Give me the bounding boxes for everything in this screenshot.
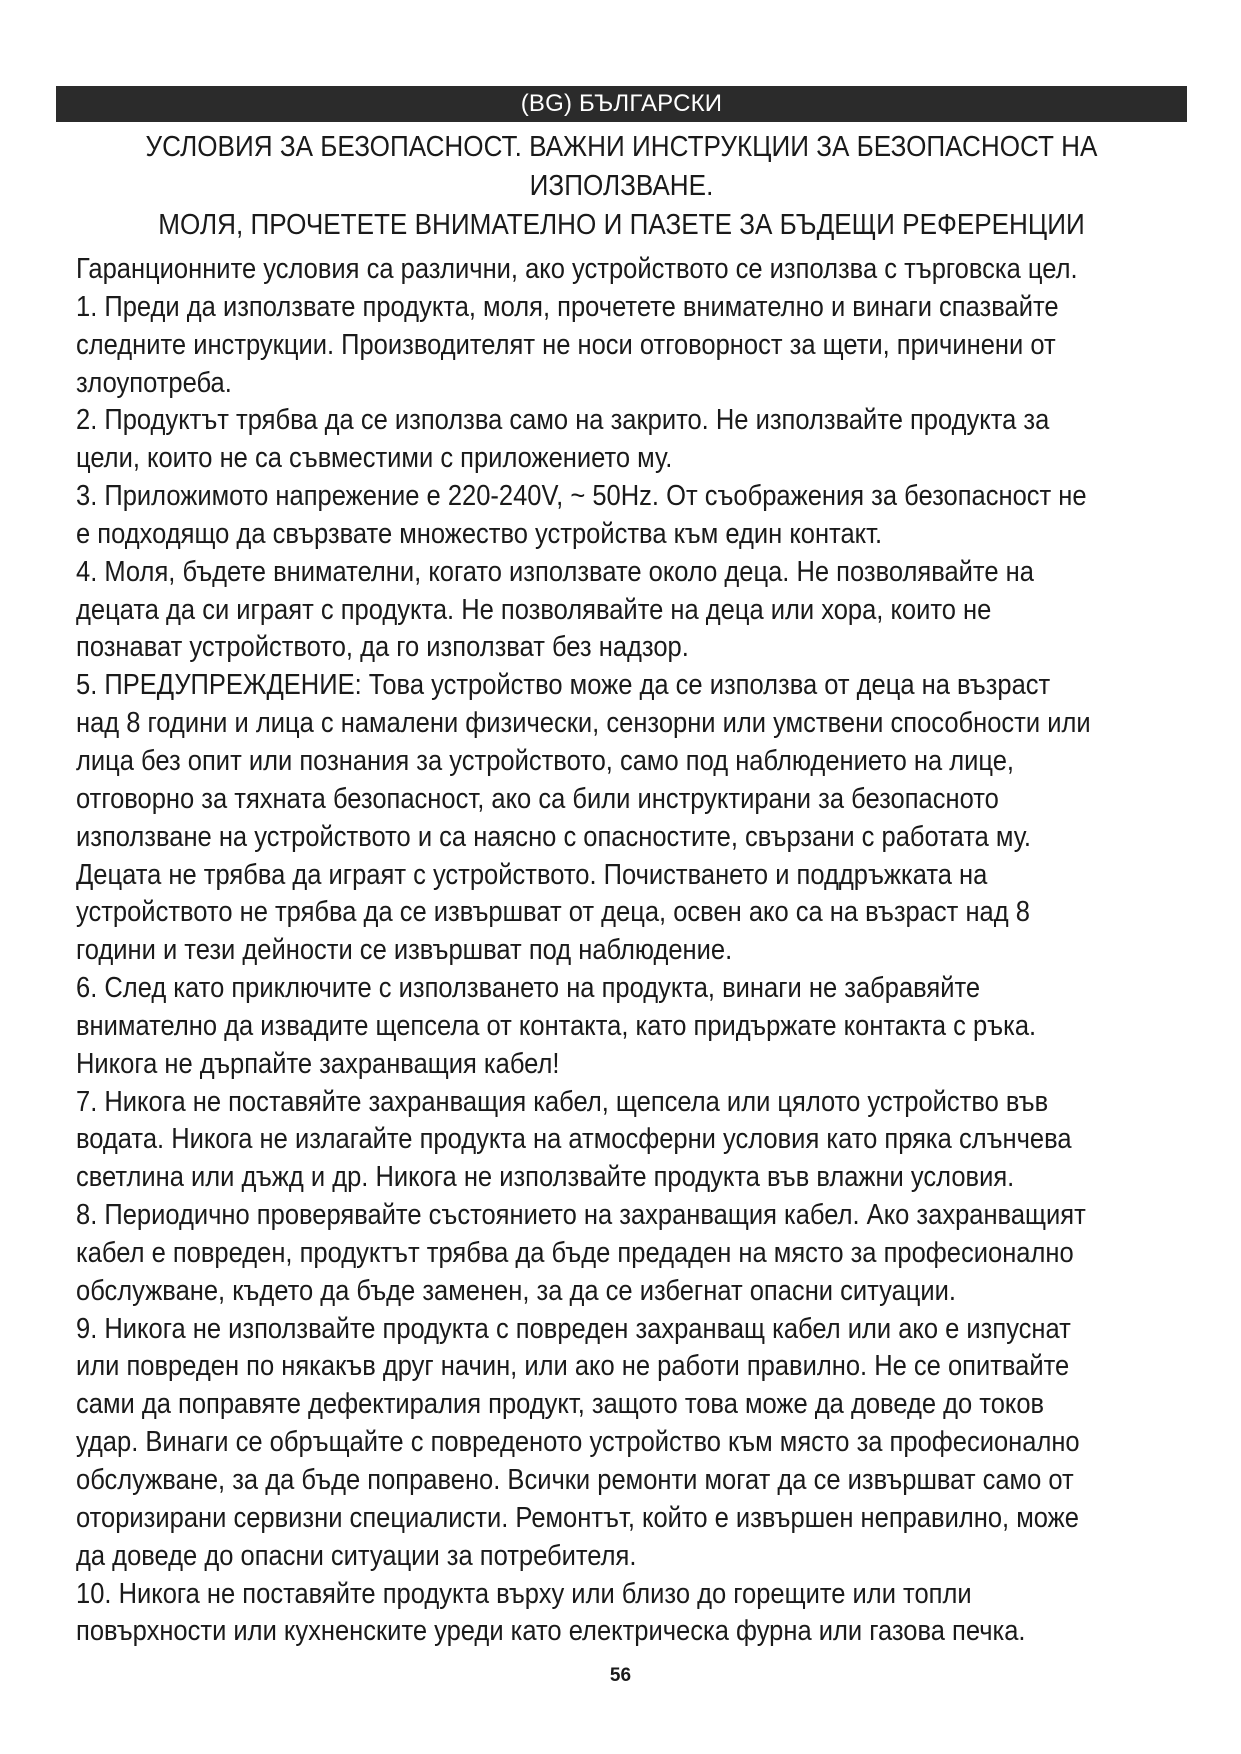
text-line: кабел е повреден, продуктът трябва да бъде предаден на място за професионално (76, 1236, 1074, 1269)
text-line: отговорно за тяхната безопасност, ако са били инструктирани за безопасното (76, 782, 999, 815)
text-line: сами да поправяте дефектиралия продукт, защото това може да доведе до токов (76, 1388, 1045, 1421)
text-line: или повреден по някакъв друг начин, или ако не работи правилно. Не се опитвайте (76, 1350, 1070, 1383)
text-line: следните инструкции. Производителят не носи отговорност за щети, причинени от (76, 328, 1056, 361)
text-line: да доведе до опасни ситуации за потребителя. (76, 1539, 637, 1572)
text-line: обслужване, където да бъде заменен, за да се избегнат опасни ситуации. (76, 1274, 957, 1307)
heading-line-2: ИЗПОЛЗВАНЕ. (529, 170, 714, 202)
text-line: обслужване, за да бъде поправено. Всички ремонти могат да се извършват само от (76, 1464, 1074, 1496)
text-line: децата да си играят с продукта. Не позволявайте на деца или хора, които не (76, 593, 992, 626)
text-line: оторизирани сервизни специалисти. Ремонтът, който е извършен неправилно, може (76, 1501, 1079, 1534)
text-line: над 8 години и лица с намалени физически, сензорни или умствени способности или (76, 707, 1091, 740)
text-line: 7. Никога не поставяйте захранващия кабел, щепсела или цялото устройство във (76, 1085, 1049, 1118)
heading-line-3: МОЛЯ, ПРОЧЕТЕТЕ ВНИМАТЕЛНО И ПАЗЕТЕ ЗА БЪДЕЩИ РЕФЕРЕНЦИИ (158, 209, 1085, 241)
text-line: светлина или дъжд и др. Никога не използвайте продукта във влажни условия. (76, 1161, 1015, 1194)
text-line: 1. Преди да използвате продукта, моля, прочетете внимателно и винаги спазвайте (76, 290, 1059, 323)
heading-line-1: УСЛОВИЯ ЗА БЕЗОПАСНОСТ. ВАЖНИ ИНСТРУКЦИИ ЗА БЕЗОПАСНОСТ НА (145, 131, 1098, 163)
text-line: водата. Никога не излагайте продукта на атмосферни условия като пряка слънчева (76, 1123, 1072, 1156)
text-line: злоупотреба. (76, 366, 232, 399)
text-line: удар. Винаги се обръщайте с повреденото устройство към място за професионално (76, 1426, 1080, 1459)
text-line: години и тези дейности се извършват под наблюдение. (76, 934, 733, 967)
text-line: Децата не трябва да играят с устройството. Почистването и поддръжката на (76, 858, 988, 891)
text-line: повърхности или кухненските уреди като електрическа фурна или газова печка. (76, 1615, 1026, 1648)
text-line: Никога не дърпайте захранващия кабел! (76, 1047, 560, 1080)
text-line: 9. Никога не използвайте продукта с повреден захранващ кабел или ако е изпуснат (76, 1312, 1071, 1345)
text-line: внимателно да извадите щепсела от контакта, като придържате контакта с ръка. (76, 1009, 1037, 1042)
text-line: е подходящо да свързвате множество устройства към един контакт. (76, 517, 883, 550)
text-line: използване на устройството и са наясно с опасностите, свързани с работата му. (76, 820, 1032, 853)
text-line: 3. Приложимото напрежение е 220-240V, ~ 50Hz. От съображения за безопасност не (76, 480, 1087, 513)
text-line: 4. Моля, бъдете внимателни, когато използвате около деца. Не позволявайте на (76, 555, 1034, 588)
language-header-bar: (BG) БЪЛГАРСКИ (56, 86, 1187, 122)
text-line: лица без опит или познания за устройството, само под наблюдението на лице, (76, 744, 1015, 777)
text-line: познават устройството, да го използват без надзор. (76, 631, 689, 664)
text-line: Гаранционните условия са различни, ако устройството се използва с търговска цел. (76, 253, 1078, 285)
text-line: 8. Периодично проверявайте състоянието на захранващия кабел. Ако захранващият (76, 1199, 1086, 1232)
text-line: устройството не трябва да се извършват от деца, освен ако са на възраст над 8 (76, 896, 1030, 929)
text-line: 5. ПРЕДУПРЕЖДЕНИЕ: Това устройство може да се използва от деца на възраст (76, 669, 1051, 702)
text-line: 2. Продуктът трябва да се използва само на закрито. Не използвайте продукта за (76, 404, 1050, 437)
text-line: цели, които не са съвместими с приложението му. (76, 442, 673, 475)
safety-headings (56, 128, 1187, 245)
safety-instructions-text (76, 251, 1188, 1651)
page-number: 56 (609, 1665, 632, 1686)
text-line: 6. След като приключите с използването на продукта, винаги не забравяйте (76, 972, 981, 1005)
text-line: 10. Никога не поставяйте продукта върху или близо до горещите или топли (76, 1577, 972, 1610)
